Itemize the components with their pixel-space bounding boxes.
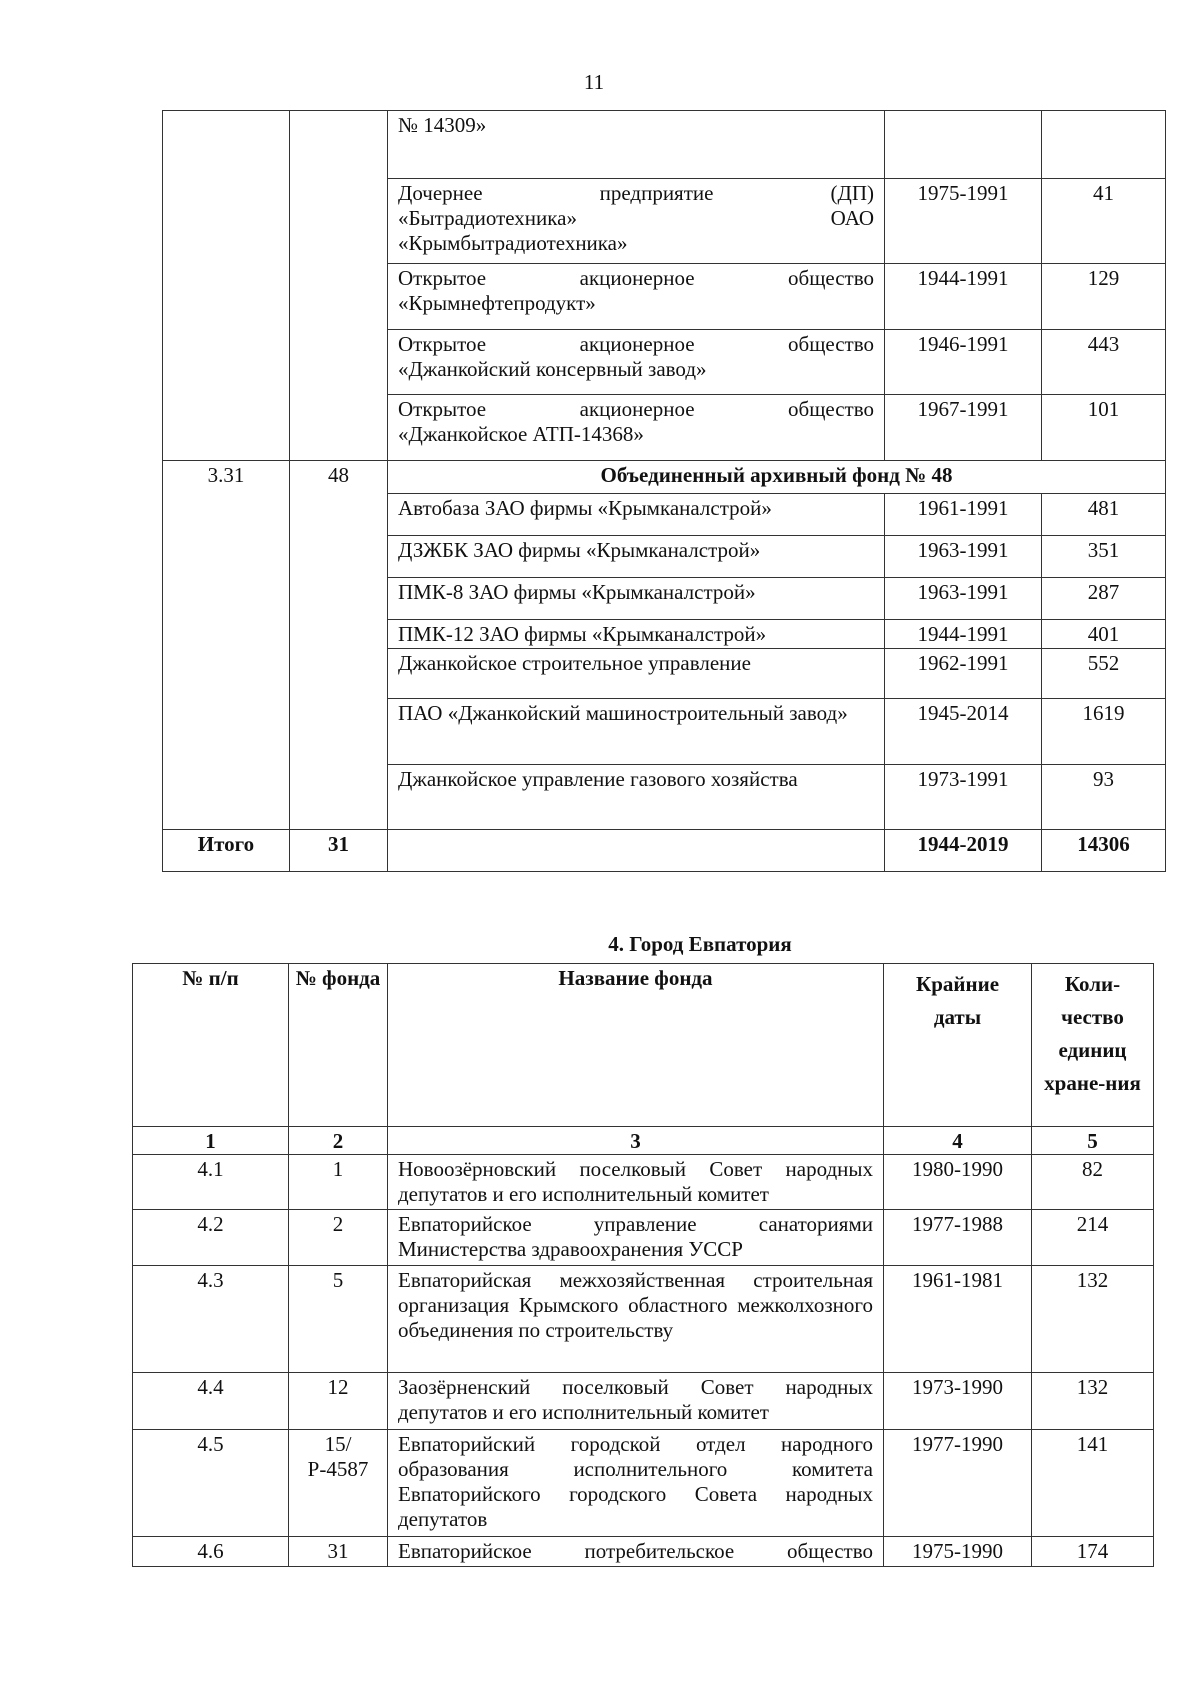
- cell-name: Открытое акционерное общество «Джанкойское АТП-14368»: [388, 395, 885, 461]
- cell-num: 3.31: [163, 461, 290, 830]
- cell-fond: 5: [289, 1266, 388, 1373]
- cell-count: 287: [1042, 578, 1166, 620]
- colnum-4: 4: [884, 1127, 1032, 1155]
- cell-count: 174: [1032, 1537, 1154, 1567]
- cell-count: 132: [1032, 1266, 1154, 1373]
- header-num: № п/п: [133, 964, 289, 1127]
- cell-count: 481: [1042, 494, 1166, 536]
- cell-count: 401: [1042, 620, 1166, 649]
- cell-dates: 1946-1991: [885, 330, 1042, 395]
- cell-count: 82: [1032, 1155, 1154, 1210]
- cell-name: Евпаторийский городской отдел народного образования исполнительного комитета Евпаторийского городского Совета народных депутатов: [388, 1430, 884, 1537]
- cell-name: ДЗЖБК ЗАО фирмы «Крымканалстрой»: [388, 536, 885, 578]
- cell-count: 41: [1042, 179, 1166, 264]
- cell-name: Автобаза ЗАО фирмы «Крымканалстрой»: [388, 494, 885, 536]
- cell-dates: 1961-1991: [885, 494, 1042, 536]
- cell-dates: 1975-1990: [884, 1537, 1032, 1567]
- total-label: Итого: [163, 830, 290, 872]
- table-row: [133, 1155, 1154, 1210]
- cell-name: Новоозёрновский поселковый Совет народных депутатов и его исполнительный комитет: [388, 1155, 884, 1210]
- cell-num: [163, 111, 290, 461]
- cell-count: 552: [1042, 649, 1166, 699]
- cell-fond: 2: [289, 1210, 388, 1266]
- cell-name: ПАО «Джанкойский машиностроительный завод»: [388, 699, 885, 765]
- cell-fond: 1: [289, 1155, 388, 1210]
- header-fond: № фонда: [289, 964, 388, 1127]
- cell-dates: 1977-1990: [884, 1430, 1032, 1537]
- archive-table-continued: [162, 110, 1166, 872]
- cell-name: Джанкойское строительное управление: [388, 649, 885, 699]
- cell-count: 214: [1032, 1210, 1154, 1266]
- total-count: 14306: [1042, 830, 1166, 872]
- cell-dates: 1975-1991: [885, 179, 1042, 264]
- table-row-total: [163, 830, 1166, 872]
- colnum-2: 2: [289, 1127, 388, 1155]
- cell-num: 4.5: [133, 1430, 289, 1537]
- header-name: Название фонда: [388, 964, 884, 1127]
- cell-num: 4.1: [133, 1155, 289, 1210]
- cell-name: Открытое акционерное общество «Крымнефтепродукт»: [388, 264, 885, 330]
- cell-dates: [885, 111, 1042, 179]
- cell-dates: 1944-1991: [885, 620, 1042, 649]
- cell-dates: 1945-2014: [885, 699, 1042, 765]
- cell-dates: 1967-1991: [885, 395, 1042, 461]
- cell-fond: [290, 111, 388, 461]
- cell-num: 4.6: [133, 1537, 289, 1567]
- cell-dates: 1973-1991: [885, 765, 1042, 830]
- archive-table-evpatoria: [132, 963, 1154, 1567]
- cell-count: 1619: [1042, 699, 1166, 765]
- cell-name: ПМК-8 ЗАО фирмы «Крымканалстрой»: [388, 578, 885, 620]
- cell-num: 4.2: [133, 1210, 289, 1266]
- cell-dates: 1963-1991: [885, 578, 1042, 620]
- cell-name: Евпаторийское управление санаториями Министерства здравоохранения УССР: [388, 1210, 884, 1266]
- cell-fond: 12: [289, 1373, 388, 1430]
- group-title: Объединенный архивный фонд № 48: [388, 461, 1166, 494]
- colnum-5: 5: [1032, 1127, 1154, 1155]
- cell-name: Джанкойское управление газового хозяйства: [388, 765, 885, 830]
- cell-dates: 1963-1991: [885, 536, 1042, 578]
- cell-dates: 1980-1990: [884, 1155, 1032, 1210]
- colnum-1: 1: [133, 1127, 289, 1155]
- cell-count: 129: [1042, 264, 1166, 330]
- column-number-row: [133, 1127, 1154, 1155]
- cell-count: 101: [1042, 395, 1166, 461]
- cell-num: 4.4: [133, 1373, 289, 1430]
- cell-name: Заозёрненский поселковый Совет народных депутатов и его исполнительный комитет: [388, 1373, 884, 1430]
- cell-count: [1042, 111, 1166, 179]
- cell-count: 132: [1032, 1373, 1154, 1430]
- page-number: 11: [583, 70, 605, 94]
- cell-name: Дочернее предприятие (ДП) «Бытрадиотехника» ОАО «Крымбытрадиотехника»: [388, 179, 885, 264]
- table-row: [133, 1266, 1154, 1373]
- cell-fond: 15/Р-4587: [289, 1430, 388, 1537]
- cell-dates: 1944-1991: [885, 264, 1042, 330]
- table-row-group-header: [163, 461, 1166, 494]
- cell-dates: 1961-1981: [884, 1266, 1032, 1373]
- cell-dates: 1977-1988: [884, 1210, 1032, 1266]
- cell-name: ПМК-12 ЗАО фирмы «Крымканалстрой»: [388, 620, 885, 649]
- colnum-3: 3: [388, 1127, 884, 1155]
- cell-fond: 48: [290, 461, 388, 830]
- cell-name: Евпаторийское потребительское общество: [388, 1537, 884, 1567]
- total-dates: 1944-2019: [885, 830, 1042, 872]
- header-count: Коли-чество единиц хране-ния: [1032, 964, 1154, 1127]
- cell-count: 93: [1042, 765, 1166, 830]
- cell-name: № 14309»: [388, 111, 885, 179]
- cell-num: 4.3: [133, 1266, 289, 1373]
- cell-count: 141: [1032, 1430, 1154, 1537]
- section-title: 4. Город Евпатория: [608, 932, 792, 956]
- cell-dates: 1962-1991: [885, 649, 1042, 699]
- cell-name: Евпаторийская межхозяйственная строительная организация Крымского областного межколхозного объединения по строительству: [388, 1266, 884, 1373]
- table-row: [133, 1373, 1154, 1430]
- cell-count: 443: [1042, 330, 1166, 395]
- table-row: [163, 111, 1166, 179]
- table-row: [133, 1430, 1154, 1537]
- cell-fond: 31: [289, 1537, 388, 1567]
- table-header-row: [133, 964, 1154, 1127]
- cell-dates: 1973-1990: [884, 1373, 1032, 1430]
- cell-name: [388, 830, 885, 872]
- cell-name: Открытое акционерное общество «Джанкойский консервный завод»: [388, 330, 885, 395]
- table-row: [133, 1537, 1154, 1567]
- cell-count: 351: [1042, 536, 1166, 578]
- total-fonds: 31: [290, 830, 388, 872]
- table-row: [133, 1210, 1154, 1266]
- header-dates: Крайние даты: [884, 964, 1032, 1127]
